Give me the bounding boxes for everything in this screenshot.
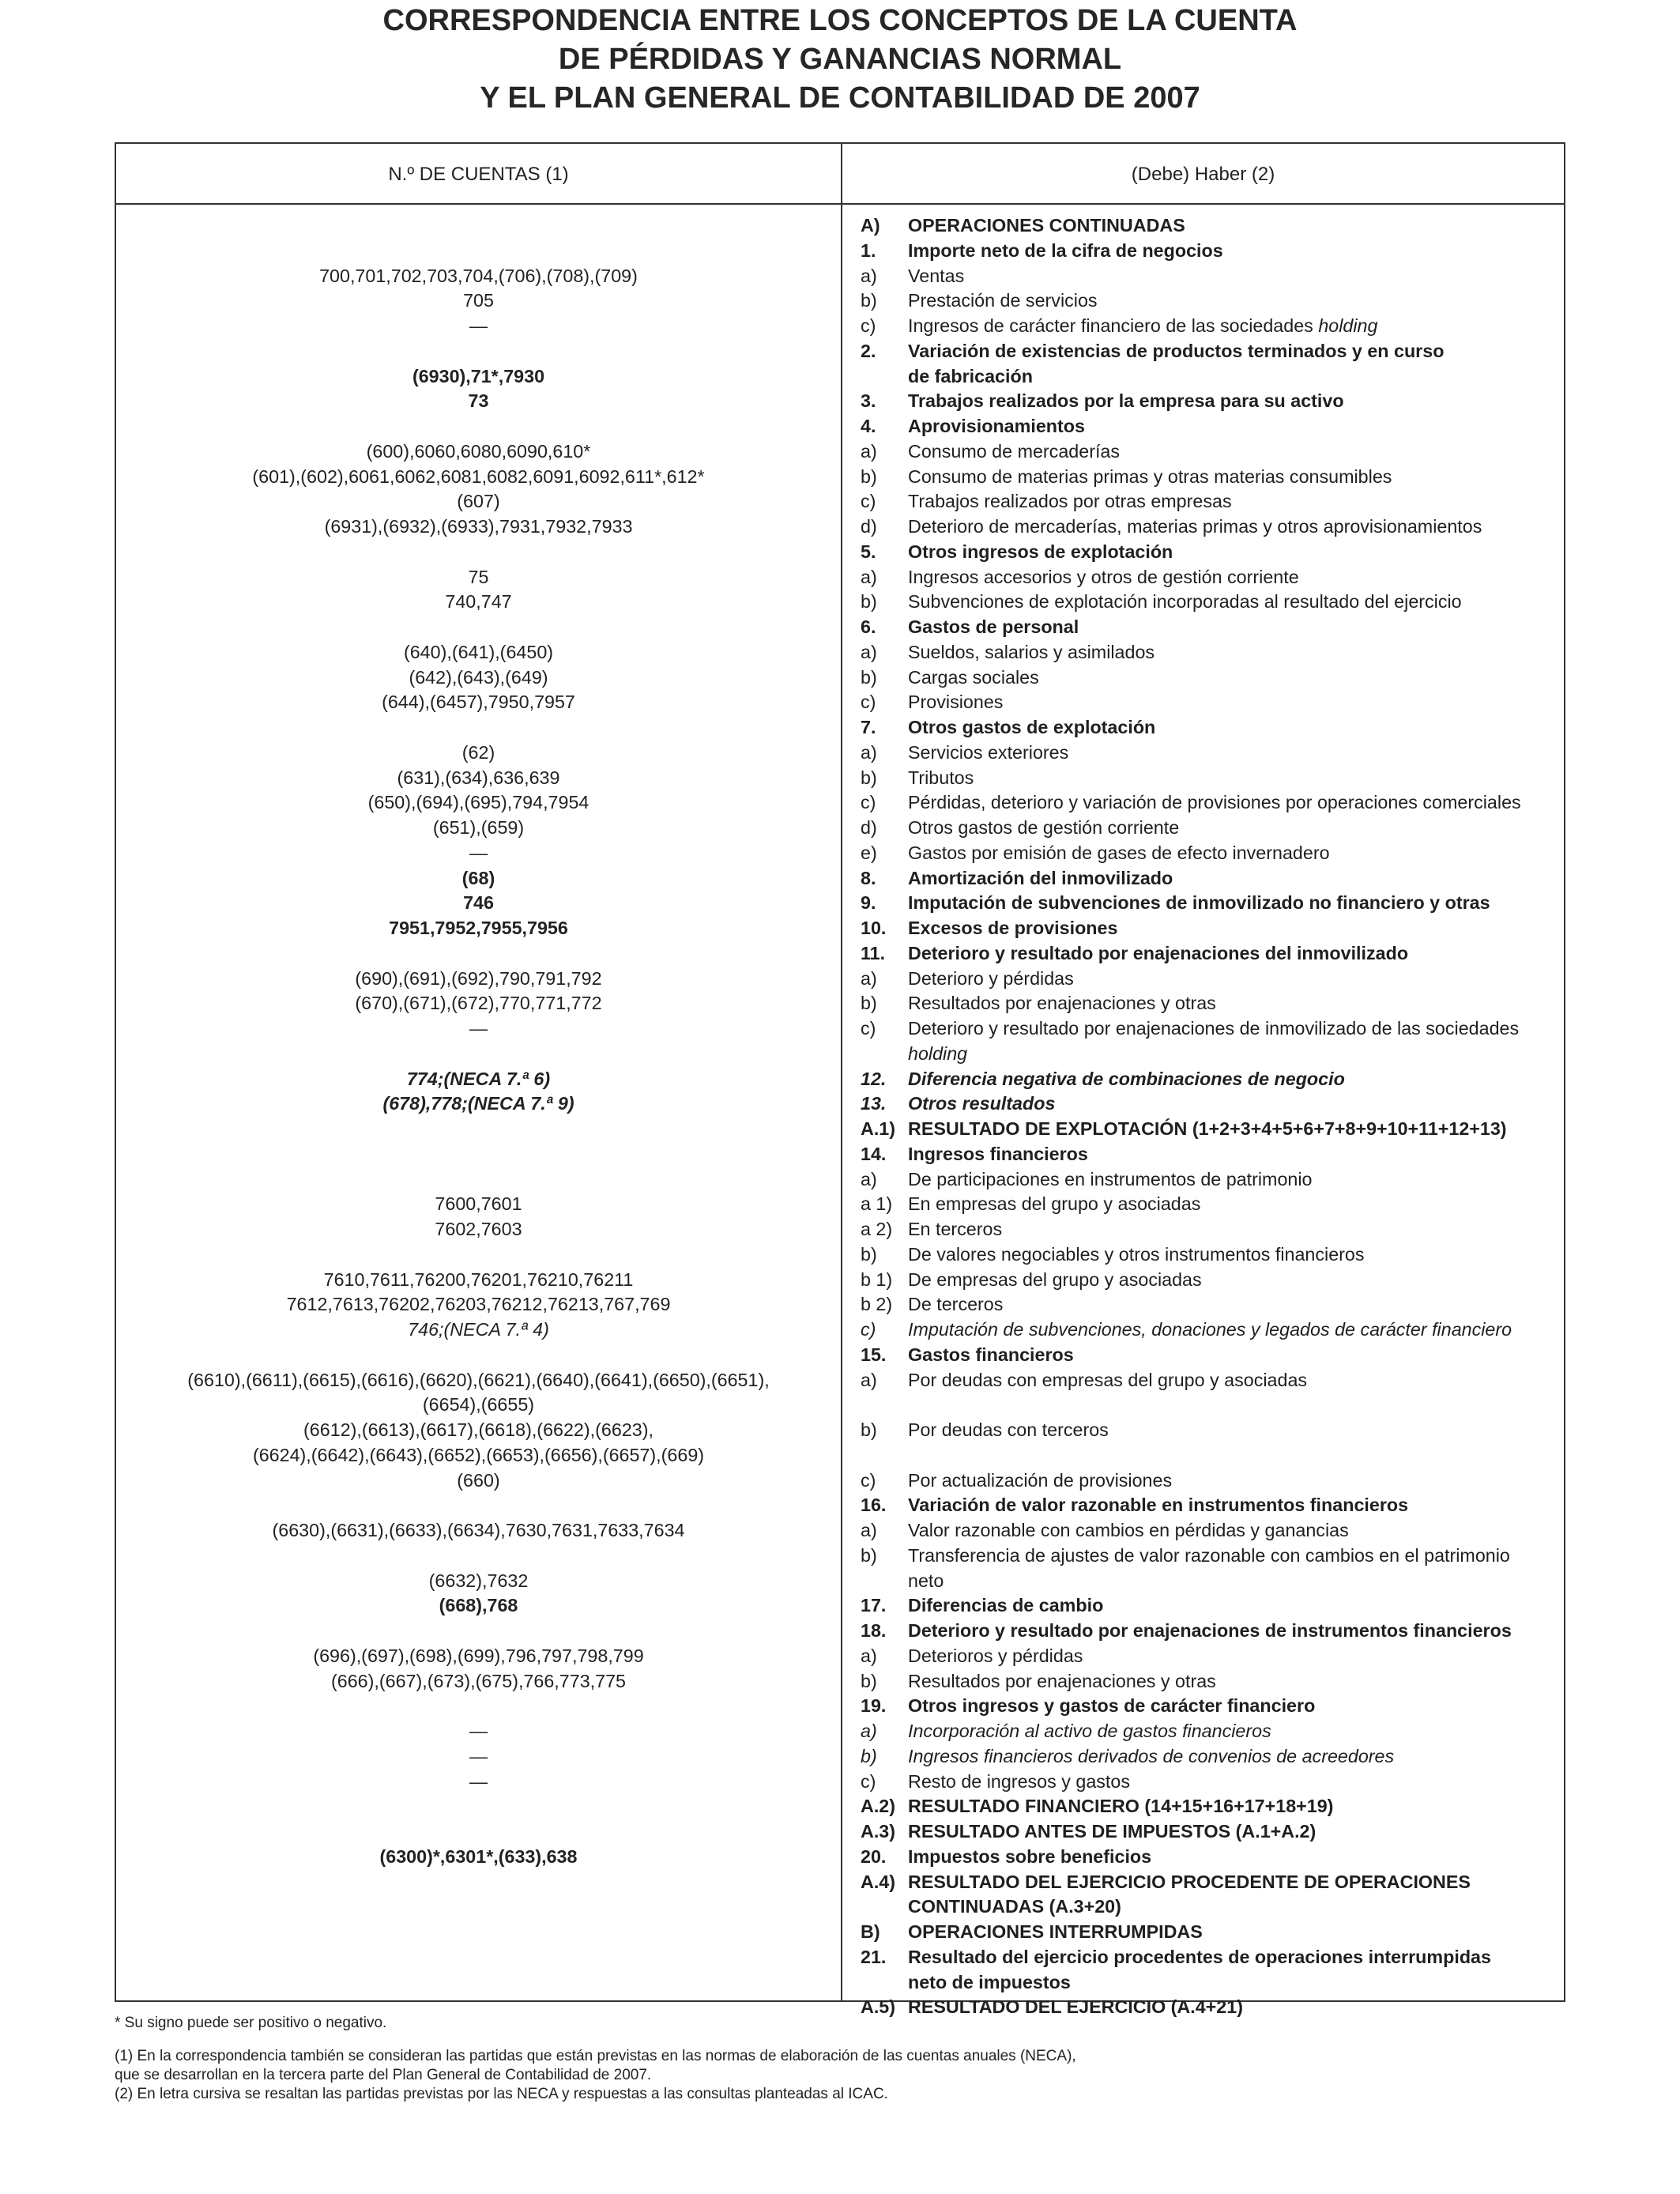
- item-label: A.1): [861, 1118, 896, 1139]
- item-text: [908, 943, 1408, 963]
- item-text: [908, 1721, 1271, 1741]
- item-text-main: Tributos: [908, 767, 974, 788]
- item-text-main: OPERACIONES CONTINUADAS: [908, 215, 1185, 236]
- item-label: 14.: [861, 1143, 887, 1164]
- account-codes: (6632),7632: [428, 1570, 529, 1591]
- item-text: [908, 290, 1098, 311]
- account-codes: (68): [461, 867, 495, 888]
- page-title: [0, 2, 1680, 118]
- header-divider: [116, 203, 1564, 205]
- item-label: b 2): [861, 1294, 893, 1315]
- item-text: [908, 1319, 1512, 1340]
- item-text-italic: holding: [908, 1042, 968, 1064]
- item-text-main: Incorporación al activo de gastos financieros: [908, 1721, 1271, 1741]
- account-codes: (651),(659): [432, 817, 525, 838]
- item-label: d): [861, 817, 877, 838]
- item-text-main: Ingresos accesorios y otros de gestión corriente: [908, 566, 1299, 587]
- item-label: a): [861, 265, 877, 286]
- item-label: 6.: [861, 616, 876, 637]
- item-label: 3.: [861, 390, 876, 412]
- item-text: [908, 1093, 1055, 1114]
- account-codes: (6930),71*,7930: [412, 365, 545, 386]
- account-codes: —: [469, 1745, 488, 1766]
- item-label: 4.: [861, 416, 876, 436]
- item-text: [908, 1746, 1394, 1766]
- item-label: 17.: [861, 1595, 887, 1616]
- item-label: b): [861, 1670, 877, 1691]
- item-text: [908, 466, 1392, 487]
- item-label: c): [861, 315, 876, 336]
- item-label: b): [861, 666, 877, 688]
- item-text-main: Deterioros y pérdidas: [908, 1645, 1083, 1666]
- item-label: 13.: [861, 1093, 887, 1114]
- item-label: b 1): [861, 1269, 893, 1290]
- item-text: [908, 868, 1173, 888]
- item-text-main: Deterioro de mercaderías, materias primas y otros aprovisionamientos: [908, 516, 1482, 537]
- item-label: 15.: [861, 1344, 887, 1365]
- item-text-main: Otros ingresos de explotación: [908, 541, 1173, 562]
- account-codes: 73: [468, 390, 489, 412]
- item-text-main: Consumo de mercaderías: [908, 440, 1121, 462]
- item-text: [908, 1169, 1313, 1189]
- item-label: a 2): [861, 1219, 893, 1239]
- item-text: [908, 1545, 1510, 1566]
- account-codes: 774;(NECA 7.ª 6): [406, 1068, 551, 1089]
- item-label: 11.: [861, 942, 886, 963]
- item-text-main: Ingresos financieros derivados de convenios de acreedores: [908, 1745, 1395, 1766]
- account-codes: (62): [461, 741, 495, 763]
- item-label: 21.: [861, 1946, 887, 1967]
- item-label: b): [861, 993, 877, 1014]
- item-text-main: Prestación de servicios: [908, 290, 1098, 311]
- item-text-main: OPERACIONES INTERRUMPIDAS: [908, 1921, 1203, 1942]
- item-text-main: RESULTADO DE EXPLOTACIÓN (1+2+3+4+5+6+7+8+9+10+11+12+13): [908, 1118, 1507, 1139]
- item-label: 20.: [861, 1845, 887, 1867]
- footnote-2: (2) En letra cursiva se resaltan las partidas previstas por las NECA y respuestas a las consultas planteadas al ICAC.: [115, 2086, 888, 2102]
- item-text-main: RESULTADO ANTES DE IMPUESTOS (A.1+A.2): [908, 1821, 1317, 1842]
- item-text: [908, 1219, 1002, 1239]
- item-text-main: Ventas: [908, 265, 965, 286]
- item-label: 7.: [861, 717, 876, 737]
- item-label: 1.: [861, 239, 876, 261]
- item-text-main: Resultado del ejercicio procedentes de operaciones interrumpidas: [908, 1946, 1491, 1967]
- account-codes: (601),(602),6061,6062,6081,6082,6091,6092,611*,612*: [252, 466, 705, 487]
- item-text: [908, 642, 1155, 662]
- item-text-main: En empresas del grupo y asociadas: [908, 1193, 1201, 1215]
- item-label: c): [861, 491, 876, 512]
- item-text: [908, 591, 1462, 612]
- item-text-main: Por deudas con empresas del grupo y asociadas: [908, 1369, 1308, 1390]
- item-text-main: Transferencia de ajustes de valor razonable con cambios en el patrimonio: [908, 1544, 1510, 1566]
- account-codes: —: [469, 1721, 488, 1741]
- item-label: c): [861, 1018, 876, 1039]
- item-text: [908, 1921, 1203, 1942]
- item-text-main: Variación de existencias de productos terminados y en curso: [908, 340, 1445, 361]
- item-text-main: Servicios exteriores: [908, 741, 1069, 763]
- item-text-main: Otros gastos de gestión corriente: [908, 817, 1180, 838]
- header-debe-haber: (Debe) Haber (2): [1131, 164, 1275, 185]
- account-codes: (666),(667),(673),(675),766,773,775: [331, 1670, 626, 1691]
- item-text-main: Variación de valor razonable en instrumentos financieros: [908, 1495, 1409, 1516]
- item-text-main: Gastos por emisión de gases de efecto invernadero: [908, 842, 1330, 863]
- account-codes: —: [469, 1770, 488, 1792]
- item-label: d): [861, 516, 877, 537]
- item-text: [908, 1244, 1365, 1265]
- item-label: c): [861, 1770, 876, 1792]
- footnote-sign: * Su signo puede ser positivo o negativo.: [115, 2015, 387, 2031]
- item-text: [908, 1043, 967, 1064]
- item-text-italic: holding: [1318, 315, 1378, 336]
- item-text-main: De terceros: [908, 1294, 1004, 1315]
- item-text: [908, 390, 1344, 411]
- item-text-main: Otros gastos de explotación: [908, 717, 1156, 737]
- item-text-main: Gastos financieros: [908, 1344, 1074, 1365]
- account-codes: 705: [463, 290, 494, 311]
- title-line-2: DE PÉRDIDAS Y GANANCIAS NORMAL: [558, 43, 1122, 76]
- account-codes: 7612,7613,76202,76203,76212,76213,767,769: [286, 1294, 671, 1315]
- item-text-main: Imputación de subvenciones, donaciones y legados de carácter financiero: [908, 1319, 1512, 1340]
- item-label: a 1): [861, 1193, 893, 1215]
- item-text: [908, 1144, 1088, 1164]
- account-codes: 740,747: [445, 591, 512, 613]
- item-label: b): [861, 1544, 877, 1566]
- item-text: [908, 1896, 1121, 1917]
- item-label: 5.: [861, 541, 876, 562]
- item-text-main: De valores negociables y otros instrumentos financieros: [908, 1243, 1365, 1265]
- account-codes: 7602,7603: [435, 1219, 522, 1239]
- account-codes: (6624),(6642),(6643),(6652),(6653),(6656),(6657),(669): [252, 1444, 705, 1465]
- item-text: [908, 918, 1117, 938]
- item-text: [908, 1595, 1103, 1615]
- item-text: [908, 1470, 1172, 1491]
- item-text: [908, 315, 1377, 336]
- item-text: [908, 616, 1079, 637]
- item-text-main: Consumo de materias primas y otras materias consumibles: [908, 466, 1392, 487]
- account-codes: —: [469, 842, 488, 863]
- item-text: [908, 1796, 1333, 1816]
- item-text: [908, 1695, 1315, 1716]
- account-codes: (6300)*,6301*,(633),638: [379, 1845, 578, 1867]
- item-text-main: Cargas sociales: [908, 666, 1039, 688]
- item-label: a): [861, 1369, 877, 1390]
- footnote-1: (1) En la correspondencia también se consideran las partidas que están previstas en las normas de elaboración de las cuentas anuales (NECA),: [115, 2048, 1076, 2064]
- item-text: [908, 717, 1155, 737]
- item-text-main: de fabricación: [908, 365, 1033, 386]
- account-codes: (631),(634),636,639: [397, 767, 560, 788]
- item-text-main: Amortización del inmovilizado: [908, 867, 1173, 888]
- item-text: [908, 1821, 1316, 1842]
- item-label: A.3): [861, 1821, 896, 1842]
- item-text-main: En terceros: [908, 1219, 1003, 1239]
- column-divider: [841, 144, 842, 2000]
- item-text: [908, 1294, 1003, 1314]
- item-label: b): [861, 1745, 877, 1766]
- item-label: b): [861, 1419, 877, 1440]
- item-text: [908, 742, 1068, 763]
- item-text-main: Resultados por enajenaciones y otras: [908, 993, 1216, 1014]
- item-label: A): [861, 215, 880, 236]
- item-text-main: De empresas del grupo y asociadas: [908, 1269, 1202, 1290]
- item-text-main: Importe neto de la cifra de negocios: [908, 239, 1223, 261]
- item-text-main: Resultados por enajenaciones y otras: [908, 1670, 1216, 1691]
- item-text: [908, 1069, 1345, 1089]
- item-label: 10.: [861, 918, 887, 938]
- item-text-main: Excesos de provisiones: [908, 918, 1118, 938]
- account-codes: (600),6060,6080,6090,610*: [366, 440, 591, 462]
- item-text-main: Deterioro y pérdidas: [908, 967, 1074, 989]
- item-text-main: neto: [908, 1570, 944, 1591]
- item-label: b): [861, 591, 877, 613]
- item-text-main: Por deudas con terceros: [908, 1419, 1109, 1440]
- item-label: 18.: [861, 1620, 887, 1641]
- item-label: a): [861, 1721, 877, 1741]
- item-label: a): [861, 741, 877, 763]
- item-label: 19.: [861, 1695, 887, 1717]
- item-text: [908, 266, 964, 286]
- item-text: [908, 892, 1490, 913]
- account-codes: —: [469, 315, 488, 336]
- item-text-main: Trabajos realizados por la empresa para su activo: [908, 390, 1344, 412]
- item-text-main: Provisiones: [908, 692, 1004, 713]
- item-text: [908, 767, 974, 788]
- account-codes: (644),(6457),7950,7957: [382, 692, 575, 713]
- item-text: [908, 1872, 1471, 1892]
- item-text-main: Resto de ingresos y gastos: [908, 1770, 1131, 1792]
- item-text-main: Subvenciones de explotación incorporadas al resultado del ejercicio: [908, 591, 1462, 613]
- account-codes: (607): [457, 491, 500, 512]
- item-text-main: Diferencias de cambio: [908, 1595, 1104, 1616]
- item-label: c): [861, 1469, 876, 1491]
- account-codes: (668),768: [439, 1595, 518, 1616]
- item-label: b): [861, 466, 877, 487]
- item-text: [908, 667, 1039, 688]
- item-text: [908, 215, 1185, 236]
- item-label: b): [861, 767, 877, 788]
- item-text: [908, 817, 1179, 838]
- item-text-main: Deterioro y resultado por enajenaciones del inmovilizado: [908, 942, 1409, 963]
- item-text: [908, 541, 1173, 562]
- title-line-3: Y EL PLAN GENERAL DE CONTABILIDAD DE 2007: [480, 81, 1200, 115]
- item-label: a): [861, 641, 877, 662]
- item-text: [908, 1570, 944, 1591]
- item-text: [908, 1520, 1349, 1540]
- item-text: [908, 416, 1085, 436]
- item-text: [908, 1495, 1408, 1515]
- item-text-main: RESULTADO FINANCIERO (14+15+16+17+18+19): [908, 1796, 1334, 1817]
- item-text: [908, 1771, 1130, 1792]
- item-label: 2.: [861, 340, 876, 361]
- item-text-main: Pérdidas, deterioro y variación de provisiones por operaciones comerciales: [908, 792, 1521, 813]
- account-codes: (6610),(6611),(6615),(6616),(6620),(6621),(6640),(6641),(6650),(6651),: [187, 1369, 770, 1390]
- item-text: [908, 1419, 1109, 1440]
- item-label: a): [861, 967, 877, 989]
- account-codes: (6654),(6655): [422, 1394, 535, 1416]
- item-text: [908, 1193, 1200, 1214]
- account-codes: (690),(691),(692),790,791,792: [355, 967, 602, 989]
- account-codes: 7600,7601: [435, 1193, 522, 1215]
- item-text-main: Impuestos sobre beneficios: [908, 1845, 1152, 1867]
- item-text-main: Sueldos, salarios y asimilados: [908, 641, 1155, 662]
- item-text: [908, 441, 1120, 462]
- footnotes: [115, 2014, 1076, 2104]
- account-codes: (660): [457, 1469, 500, 1491]
- item-text: [908, 1947, 1491, 1967]
- item-label: a): [861, 440, 877, 462]
- item-text: [908, 993, 1216, 1013]
- item-label: 9.: [861, 892, 876, 914]
- account-codes: 746: [463, 892, 494, 914]
- account-codes: (696),(697),(698),(699),796,797,798,799: [313, 1645, 644, 1666]
- item-text-main: Ingresos financieros: [908, 1143, 1088, 1164]
- account-codes: (678),778;(NECA 7.ª 9): [382, 1093, 574, 1114]
- item-label: A.4): [861, 1871, 896, 1892]
- account-codes: 746;(NECA 7.ª 4): [408, 1319, 549, 1340]
- item-label: b): [861, 290, 877, 311]
- item-text-main: Ingresos de carácter financiero de las sociedades: [908, 315, 1313, 336]
- footnote-1-cont: que se desarrollan en la tercera parte del Plan General de Contabilidad de 2007.: [115, 2067, 652, 2083]
- item-text-main: Trabajos realizados por otras empresas: [908, 491, 1232, 512]
- item-label: a): [861, 1520, 877, 1540]
- item-text: [908, 1620, 1512, 1641]
- account-codes: 7951,7952,7955,7956: [389, 918, 568, 938]
- item-label: 12.: [861, 1068, 887, 1089]
- item-text: [908, 567, 1299, 587]
- item-text-main: Otros ingresos y gastos de carácter financiero: [908, 1695, 1316, 1717]
- account-codes: 75: [468, 566, 489, 587]
- item-text: [908, 792, 1521, 812]
- item-label: a): [861, 1168, 877, 1189]
- item-text-main: RESULTADO DEL EJERCICIO (A.4+21): [908, 1996, 1243, 2018]
- account-codes: (6612),(6613),(6617),(6618),(6622),(6623),: [303, 1419, 654, 1440]
- item-text: [908, 692, 1003, 712]
- header-accounts: N.º DE CUENTAS (1): [388, 164, 569, 185]
- item-text: [908, 341, 1444, 361]
- item-text-main: neto de impuestos: [908, 1971, 1071, 1992]
- item-label: B): [861, 1921, 880, 1942]
- item-label: A.5): [861, 1996, 896, 2018]
- correspondence-table: [115, 142, 1565, 2018]
- item-label: b): [861, 1243, 877, 1265]
- item-text-main: Otros resultados: [908, 1093, 1056, 1114]
- item-text: [908, 491, 1232, 511]
- account-codes: (650),(694),(695),794,7954: [367, 792, 590, 813]
- item-label: 16.: [861, 1495, 887, 1516]
- item-label: 8.: [861, 867, 876, 888]
- item-text-main: Por actualización de provisiones: [908, 1469, 1173, 1491]
- title-line-1: CORRESPONDENCIA ENTRE LOS CONCEPTOS DE LA CUENTA: [382, 4, 1298, 37]
- account-codes: (6931),(6932),(6933),7931,7932,7933: [324, 516, 633, 537]
- item-text: [908, 1269, 1202, 1290]
- item-text: [908, 843, 1330, 863]
- item-label: a): [861, 566, 877, 587]
- item-label: c): [861, 692, 876, 713]
- item-text: [908, 1671, 1216, 1691]
- item-text-main: Deterioro y resultado por enajenaciones de instrumentos financieros: [908, 1620, 1512, 1641]
- item-text-main: Gastos de personal: [908, 616, 1079, 637]
- item-label: c): [861, 1319, 876, 1340]
- account-codes: (642),(643),(649): [409, 666, 548, 688]
- item-text-main: Aprovisionamientos: [908, 416, 1085, 436]
- item-text: [908, 1344, 1074, 1365]
- item-label: e): [861, 842, 877, 863]
- account-codes: (6630),(6631),(6633),(6634),7630,7631,7633,7634: [272, 1520, 685, 1540]
- item-text-main: De participaciones en instrumentos de patrimonio: [908, 1168, 1313, 1189]
- item-text-main: Deterioro y resultado por enajenaciones de inmovilizado de las sociedades: [908, 1018, 1520, 1039]
- item-text: [908, 1018, 1519, 1039]
- item-text: [908, 1646, 1083, 1666]
- item-text-main: Imputación de subvenciones de inmovilizado no financiero y otras: [908, 892, 1490, 914]
- item-text-main: Diferencia negativa de combinaciones de negocio: [908, 1068, 1345, 1089]
- account-codes: 700,701,702,703,704,(706),(708),(709): [319, 265, 638, 286]
- account-codes: —: [469, 1018, 488, 1039]
- account-codes: 7610,7611,76200,76201,76210,76211: [323, 1269, 634, 1290]
- item-label: c): [861, 792, 876, 813]
- item-text: [908, 1370, 1307, 1390]
- item-text-main: RESULTADO DEL EJERCICIO PROCEDENTE DE OPERACIONES: [908, 1871, 1471, 1892]
- item-text: [908, 516, 1482, 537]
- item-text: [908, 240, 1223, 261]
- item-text: [908, 1118, 1507, 1139]
- item-text: [908, 366, 1033, 386]
- account-codes: (640),(641),(6450): [403, 641, 554, 662]
- item-text-main: Valor razonable con cambios en pérdidas y ganancias: [908, 1520, 1349, 1540]
- item-text: [908, 1972, 1071, 1992]
- item-text: [908, 968, 1074, 989]
- item-text: [908, 1846, 1151, 1867]
- item-text-main: CONTINUADAS (A.3+20): [908, 1896, 1121, 1917]
- item-label: a): [861, 1645, 877, 1666]
- account-codes: (670),(671),(672),770,771,772: [355, 993, 602, 1014]
- item-label: A.2): [861, 1796, 896, 1817]
